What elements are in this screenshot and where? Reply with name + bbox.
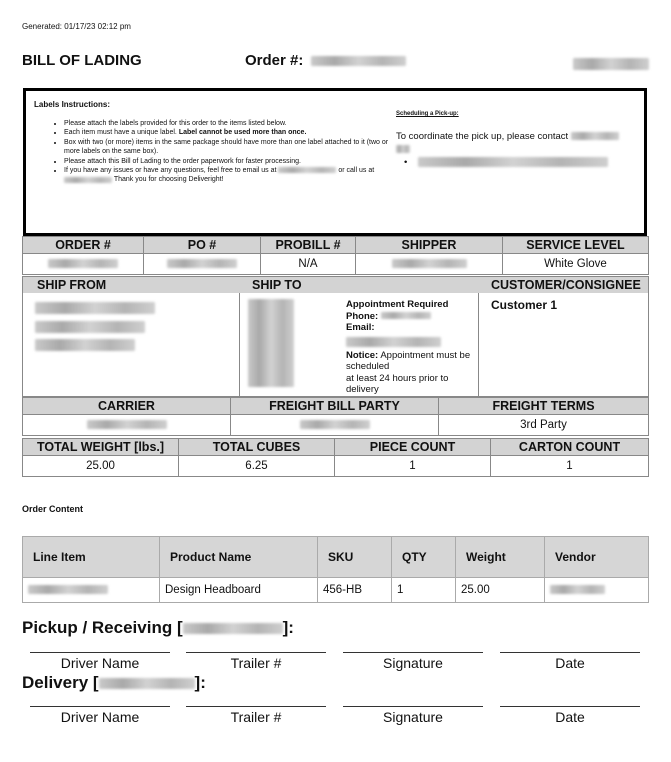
customer-heading: CUSTOMER/CONSIGNEE [478, 277, 648, 293]
col-freight-terms: FREIGHT TERMS [439, 398, 649, 415]
shipper-value [356, 254, 503, 275]
qty-value: 1 [392, 578, 456, 603]
col-sku: SKU [318, 537, 392, 578]
ship-from-address [23, 293, 239, 353]
email-label: Email: [346, 322, 375, 333]
ship-from-box [22, 276, 240, 397]
redacted-order-number [311, 56, 406, 66]
col-po: PO # [144, 237, 261, 254]
col-total-cubes: TOTAL CUBES [179, 439, 335, 456]
table-row [23, 578, 649, 603]
service-level-value: White Glove [503, 254, 649, 275]
product-name-value: Design Headboard [160, 578, 318, 603]
order-number-header [245, 52, 406, 69]
vendor-value [545, 578, 649, 603]
instruction-item: • Please attach this Bill of Lading to the order paperwork for faster processing. [64, 157, 399, 166]
instruction-item: • Please attach the labels provided for this order to the items listed below. [64, 119, 399, 128]
col-order: ORDER # [23, 237, 144, 254]
instruction-item: • Box with two (or more) items in the same package should have more than one label attached to it (two or more labels on the same box). [64, 138, 399, 157]
order-number-label: Order #: [245, 52, 304, 69]
col-shipper: SHIPPER [356, 237, 503, 254]
scheduling-text: To coordinate the pick up, please contact • [396, 130, 636, 169]
phone-label: Phone: [346, 310, 379, 322]
weight-value: 25.00 [456, 578, 545, 603]
total-cubes-value: 6.25 [179, 456, 335, 477]
notice-label: Notice: [346, 349, 379, 361]
probill-value: N/A [261, 254, 356, 275]
col-piece-count: PIECE COUNT [335, 439, 491, 456]
col-probill: PROBILL # [261, 237, 356, 254]
pickup-driver-name-label: Driver Name [60, 655, 140, 671]
col-carrier: CARRIER [23, 398, 231, 415]
col-carton-count: CARTON COUNT [491, 439, 649, 456]
customer-name: Customer 1 [491, 298, 558, 312]
order-content-title: Order Content [22, 504, 84, 514]
labels-instructions-list [52, 119, 399, 185]
totals-table [22, 438, 649, 477]
col-freight-bill-party: FREIGHT BILL PARTY [231, 398, 439, 415]
col-vendor: Vendor [545, 537, 649, 578]
freight-table [22, 397, 649, 436]
order-content-table [22, 536, 649, 603]
notice-text: Appointment must be scheduled [346, 349, 471, 372]
ship-to-details [346, 299, 476, 396]
summary-table [22, 236, 649, 275]
instruction-item: • If you have any issues or have any questions, feel free to email us at or call us at Thank you for choosing Deliveright! [64, 166, 399, 185]
carrier-value [23, 415, 231, 436]
delivery-signature-label: Signature [383, 709, 443, 725]
carton-count-value: 1 [491, 456, 649, 477]
pickup-heading: Pickup / Receiving [ ]: [22, 618, 294, 637]
col-weight: Weight [456, 537, 545, 578]
labels-instructions-heading: Labels Instructions: [34, 100, 111, 109]
col-total-weight: TOTAL WEIGHT [lbs.] [23, 439, 179, 456]
delivery-date-label: Date [555, 709, 585, 725]
pickup-signature-label: Signature [383, 655, 443, 671]
freight-terms-value: 3rd Party [439, 415, 649, 436]
ship-to-address [248, 299, 296, 391]
piece-count-value: 1 [335, 456, 491, 477]
line-item-value [23, 578, 160, 603]
delivery-heading: Delivery [ ]: [22, 673, 206, 692]
ship-to-heading: SHIP TO [238, 277, 478, 293]
delivery-trailer-label: Trailer # [230, 709, 282, 725]
document-title: BILL OF LADING [22, 52, 142, 69]
customer-box [478, 276, 649, 397]
po-value [144, 254, 261, 275]
col-product-name: Product Name [160, 537, 318, 578]
sku-value: 456-HB [318, 578, 392, 603]
instruction-item: • Each item must have a unique label. Label cannot be used more than once. [64, 128, 399, 137]
delivery-driver-name-label: Driver Name [60, 709, 140, 725]
pickup-trailer-label: Trailer # [230, 655, 282, 671]
col-service-level: SERVICE LEVEL [503, 237, 649, 254]
redacted-barcode [573, 55, 649, 73]
freight-bill-party-value [231, 415, 439, 436]
scheduling-heading: Scheduling a Pick-up: [396, 111, 459, 117]
appointment-required: Appointment Required [346, 299, 449, 310]
ship-from-heading: SHIP FROM [23, 277, 239, 293]
order-value [23, 254, 144, 275]
col-line-item: Line Item [23, 537, 160, 578]
labels-instructions-box [23, 88, 647, 236]
ship-to-box [238, 276, 479, 397]
total-weight-value: 25.00 [23, 456, 179, 477]
pickup-date-label: Date [555, 655, 585, 671]
generated-timestamp: Generated: 01/17/23 02:12 pm [22, 22, 131, 31]
notice-text-2: at least 24 hours prior to delivery [346, 372, 449, 395]
col-qty: QTY [392, 537, 456, 578]
